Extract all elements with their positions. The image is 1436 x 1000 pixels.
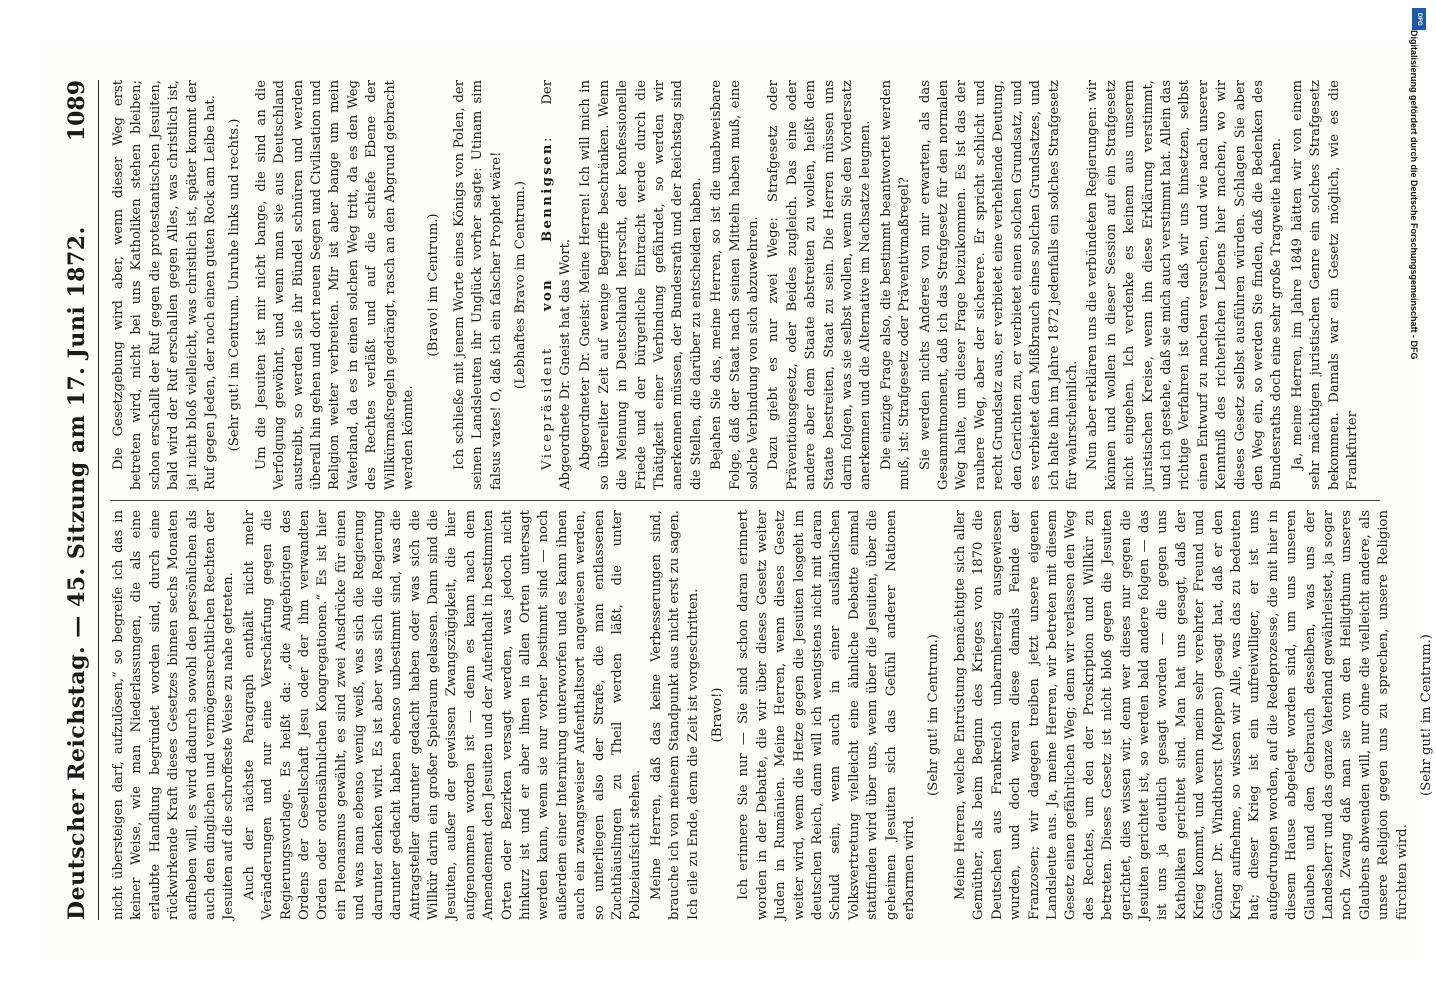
body-paragraph: Bejahen Sie das, meine Herren, so ist die unabweisbare Folge, daß der Staat nach seinen Mitteln haben muß, eine solche Verbindung von sich abzuwehren. <box>709 80 761 490</box>
scanned-page <box>40 40 1435 960</box>
column-divider <box>110 500 1380 501</box>
body-paragraph: Abgeordneter Dr. Gneist: Meine Herren! Ich will mich in so übereilter Zeit auf wenige Begriffe beschränken. Wenn die Meinung in Deutschland herrscht, der konfessionelle Friede und der bürgerliche Eintracht werde durch die Thätigkeit einer Verbindung gefährdet, so werden wir anerkennen müssen, der Bundesrath und der Reichstag sind die Stellen, die darüber zu entscheiden haben. <box>578 80 704 490</box>
body-paragraph: Die einzige Frage also, die bestimmt beantwortet werden muß, ist: Strafgesetz oder Präventivmaßregel? <box>878 80 913 490</box>
body-paragraph: Nun aber erklären uns die verbündeten Regierungen: wir können und wollen in dieser Session auf ein Strafgesetz nicht eingehen. Ich verdenke es keinem aus unserem juristischen Kreise, wenn ihn diese Erklärung verstimmt, und ich gestehe, daß sie mich auch verstimmt hat. Allein das richtige Verfahren ist dann, daß wir uns hinsetzen, selbst einen Entwurf zu machen versuchen, und wie nach unserer Kenntniß des richterlichen Lebens hier machen, wo wir dieses Gesetz selbst ausführen würden. Schlagen Sie aber den Weg ein, so werden Sie finden, daß die Bedenken des Bundesraths doch eine sehr große Tragweite haben. <box>1085 80 1285 490</box>
interjection: (Sehr gut! im Centrum. Unruhe links und rechts.) <box>227 118 243 452</box>
body-paragraph: Ich schließe mit jenem Worte eines Königs von Polen, der seinen Landsleuten ihr Unglück vorher sagte: Utinam sim falsus vates! O, daß ich ein falscher Prophet wäre! <box>451 80 504 490</box>
right-column <box>110 80 1380 490</box>
page-header <box>64 80 94 920</box>
left-column <box>110 510 1435 920</box>
running-title: Deutscher Reichstag. — 45. Sitzung am 17. Juni 1872. <box>64 226 90 920</box>
body-paragraph: Auch der nächste Paragraph enthält nicht mehr Veränderungen und nur eine Verschärfung gegen die Regierungsvorlage. Es heißt da: „die Angehörigen des Ordens der Gesellschaft Jesu oder der ihm verwandten Orden oder ordensähnlichen Kongregationen.“ Es ist hier ein Pleonasmus gewählt, es sind zwei Ausdrücke für einen und was man ebenso wenig weiß, was sich die Regierung darunter denken wird. Es ist aber was sich die Regierung darunter gedacht haben ebenso unbestimmt sind, was die Antragsteller darunter gedacht haben oder was sich die Willkür darin ein großer Spielraum gelassen. Dann sind die Jesuiten, außer der gewissen Zwangszügigkeit, die hier aufgenommen worden ist — denn es kann nach dem Amendement den Jesuiten und der Aufenthalt in bestimmten Orten oder Bezirken versagt werden, was jedoch nicht hinkurz ist und er aber ihnen in allen Orten untersagt werden kann, wenn sie nur vorher bestimmt sind — noch außerdem einer Internirung unterworfen und es kann ihnen auch ein zwangsweiser Aufenthaltsort angewiesen werden, so unterliegen also der Strafe, die man entlassenen Zuchthäuslingen zu Theil werden läßt, die unter Polizeiaufsicht stehen. <box>241 510 644 920</box>
dfg-logo: DFG <box>1412 8 1426 30</box>
body-paragraph: Dazu giebt es nur zwei Wege: Strafgesetz oder Präventionsgesetz, oder Beides zugleich. Das eine oder andere aber dem Staate abstreiten zu wollen, heißt dem Staate bestreiten, Staat zu sein. Die Herren müssen uns darin folgen, was sie selbst wollen, wenn Sie den Vordersatz anerkennen und die Alternative im Nachsatze leugnen. <box>766 80 874 490</box>
speaker-name: von Bennigsen <box>539 142 555 312</box>
body-paragraph: Ich erinnere Sie nur — Sie sind schon daran erinnert worden in der Debatte, die wir über dieses Gesetz weiter Juden in Rumänien. Meine Herren, wenn dieses Gesetz weiter wird, wenn die Hetze gegen die Jesuiten losgeht im deutschen Reich, dann will ich wenigstens nicht mit daran Schuld sein, wenn auch in einer ausländischen Volksvertretung vielleicht eine ähnliche Debatte einmal stattfinden wird über uns, wenn über die Jesuiten, über die geheimen Jesuiten sich das Gefühl anderer Nationen erbarmen wird. <box>736 510 918 920</box>
body-paragraph: Ja, meine Herren, im Jahre 1849 hätten wir von einem sehr mächtigen juristischen Genre ein solches Strafgesetz bekommen. Damals war ein Gesetz möglich, wie es die Frankfurter <box>1289 80 1360 490</box>
speaker-text: : Der Abgeordnete Dr. Gneist hat das Wort. <box>539 79 573 490</box>
page-content <box>40 40 1435 960</box>
rotated-page <box>40 40 1435 960</box>
body-paragraph: nicht übersteigen darf, aufzulösen,“ so begreife ich das in keiner Weise, wie man Niederlassungen, die als eine erlaubte Handlung begründet worden sind, durch eine rückwirkende Kraft dieses Gesetzes binnen sechs Monaten aufheben will, es wird dadurch sowohl den persönlichen als auch den dinglichen und vermögensrechtlichen Rechten der Jesuiten auf die schroffeste Weise zu nahe getreten. <box>111 510 237 920</box>
body-paragraph: Meine Herren, welche Entrüstung bemächtigte sich aller Gemüther, als beim Beginn des Krieges von 1870 die Deutschen aus Frankreich unbarmherzig ausgewiesen wurden, und doch waren diese damals Feinde der Franzosen; wir dagegen treiben jetzt unsere eigenen Landsleute aus. Ja, meine Herren, wir betreten mit diesem Gesetz einen gefährlichen Weg; denn wir verlassen den Weg des Rechtes, um den der Proskription und Willkür zu betreten. Dieses Gesetz ist nicht bloß gegen die Jesuiten gerichtet, dies wissen wir, denn wer dieses nur gegen die Jesuiten gerichtet ist, so werden bald andere folgen — das ist uns ja deutlich gesagt worden — die gegen uns Katholiken gerichtet sind. Man hat uns gesagt, daß der Krieg kommt, und wenn mein sehr verehrter Freund und Gönner Dr. Windthorst (Meppen) gesagt hat, daß er den Krieg aufnehme, so wissen wir Alle, was das zu bedeuten hat; dieser Krieg ist ein unfreiwilliger, er ist uns aufgedrungen worden, auf die Redeprozesse, die mit hier in diesem Hause abgelegt worden sind, um uns unseren Glauben und den Gebrauch desselben, was uns der Landesherr und das ganze Vaterland gewährleistet, ja sogar noch Zwang daß man sie vom den Heiligthum unseres Glaubens abwenden will, nur ohne die vielleicht andere, als unsere Religion gegen uns zu sprechen, unsere Religion fürchten wird. <box>952 510 1410 920</box>
speaker-role: Vicepräsident <box>539 311 555 470</box>
digitization-credit-text: Digitalisierung gefördert durch die Deutsche Forschungsgemeinschaft - DFG <box>1409 30 1419 360</box>
body-paragraph: Meine Herren, daß das keine Verbesserungen sind, brauche ich von meinem Standpunkt aus nicht erst zu sagen. Ich eile zu Ende, denn die Zeit ist vorgeschritten. <box>648 510 701 920</box>
interjection: (Bravo!) <box>710 687 725 743</box>
interjection: (Sehr gut! im Centrum.) <box>926 634 942 796</box>
speaker-paragraph <box>539 80 576 490</box>
interjection: (Sehr gut! im Centrum.) <box>1419 634 1435 796</box>
digitization-credit <box>1402 30 1426 970</box>
interjection: (Lebhaftes Bravo im Centrum.) <box>513 180 529 390</box>
body-paragraph: Die Gesetzgebung wird aber, wenn dieser Weg erst betreten wird, nicht bei uns Katholiken stehen bleiben; schon erschallt der Ruf gegen die protestantischen Jesuiten, bald wird der Ruf erschallen gegen Alles, was christlich ist, ja! nicht bloß vielleicht, was christlich ist, später kommt der Ruf gegen Jeden, der noch einen guten Rock am Leibe hat. <box>111 80 219 490</box>
page-number: 1089 <box>64 80 90 142</box>
interjection: (Bravo! im Centrum.) <box>425 213 441 357</box>
body-paragraph: Um die Jesuiten ist mir nicht bange, die sind an die Verfolgung gewöhnt, und wenn man sie aus Deutschland austreibt, so werden sie ihr Bündel schnüren und werden überall hin gehen und dort neuen Segen und Civilisation und Religion weiter verbreiten. Mir ist aber bange um mein Vaterland, da es in einen solchen Weg tritt, da es den Weg des Rechtes verläßt und auf die schiefe Ebene der Willkürmaßregeln gedrängt, rasch an den Abgrund gebracht werden könnte. <box>253 80 417 490</box>
header-rule <box>98 80 99 920</box>
body-paragraph: Sie werden nichts Anderes von mir erwarten, als das Gesammtmoment, daß ich das Strafgesetz für den normalen Weg halte, um dieser Frage beizukommen. Es ist das der rauhere Weg, aber der sicherere. Er spricht schlicht und recht Grundsatz aus, er verbietet eine verhehlende Deutung, den Gerichten zu, er verbietet einen solchen Grundsatz, und es verbietet den Mißbrauch eines solchen Grundsatzes, und ich halte ihn im Jahre 1872 jedenfalls ein solches Strafgesetz für wahrscheinlich. <box>917 80 1080 490</box>
